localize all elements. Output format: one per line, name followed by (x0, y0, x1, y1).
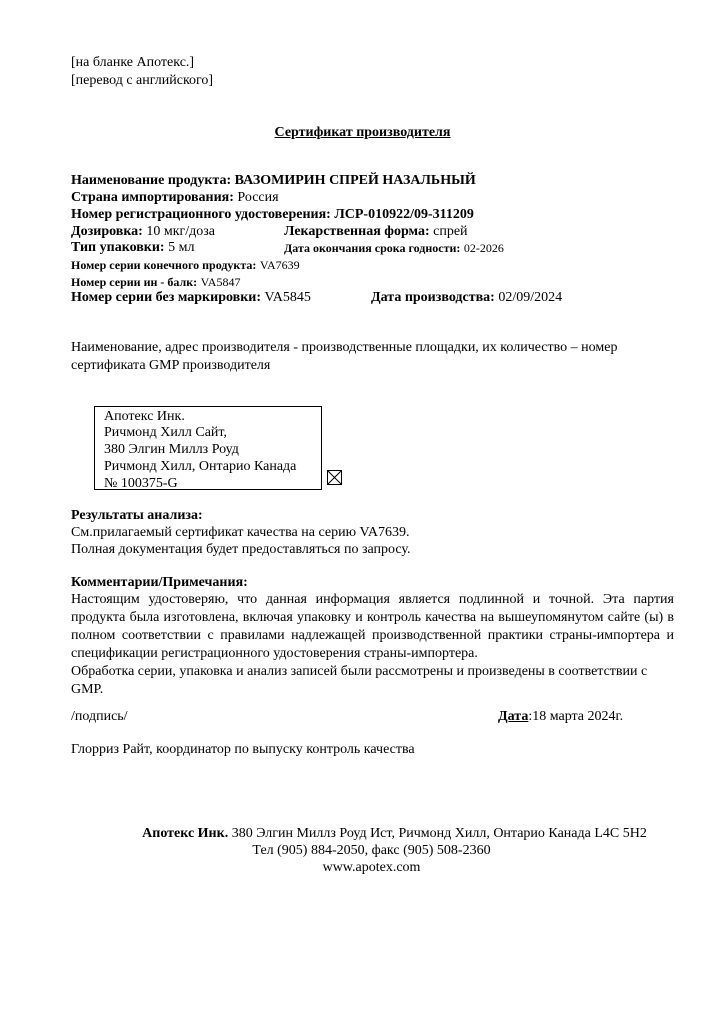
signature-date-value: :18 марта 2024г. (528, 709, 624, 724)
product-name-row (71, 173, 476, 189)
analysis-heading: Результаты анализа: (71, 508, 203, 523)
address-company: Апотекс Инк. (104, 409, 185, 424)
product-name-label: Наименование продукта: (71, 173, 232, 188)
manufacture-date-label: Дата производства: (371, 290, 495, 305)
checked-checkbox (327, 470, 342, 485)
letterhead-note: [на бланке Апотекс.] (71, 55, 195, 70)
manufacturer-note-line2: сертификата GMP производителя (71, 358, 271, 373)
expiry-value: 02-2026 (463, 241, 504, 255)
manufacture-date-row (371, 290, 562, 306)
unmarked-batch-row (71, 290, 311, 306)
bulk-batch-label: Номер серии ин - балк: (71, 275, 198, 289)
unmarked-batch-label: Номер серии без маркировки: (71, 290, 261, 305)
footer-website: www.apotex.com (322, 860, 421, 875)
signature-date (498, 709, 623, 725)
package-row (71, 240, 194, 256)
analysis-line2: Полная документация будет предоставляться по запросу. (71, 542, 411, 557)
registration-row (71, 207, 474, 223)
country-label: Страна импортирования: (71, 190, 234, 205)
page-title: Сертификат производителя (274, 125, 451, 140)
final-batch-value: VA7639 (259, 258, 300, 272)
signature: /подпись/ (71, 709, 128, 724)
registration-value: ЛСР-010922/09-311209 (334, 207, 474, 222)
dosage-form-value: спрей (433, 224, 468, 239)
final-batch-label: Номер серии конечного продукта: (71, 258, 257, 272)
package-label: Тип упаковки: (71, 240, 165, 255)
country-value: Россия (237, 190, 279, 205)
analysis-line1: См.прилагаемый сертификат качества на серию VA7639. (71, 525, 410, 540)
translation-note: [перевод с английского] (71, 73, 214, 88)
cross-mark-icon (328, 471, 341, 484)
footer-company: Апотекс Инк. (142, 826, 229, 841)
bulk-batch-row (71, 274, 240, 291)
final-batch-row (71, 257, 300, 274)
dosage-form-row (284, 224, 468, 240)
dosage-label: Дозировка: (71, 224, 143, 239)
footer-address (0, 826, 725, 842)
address-site: Ричмонд Хилл Сайт, (104, 425, 227, 440)
registration-label: Номер регистрационного удостоверения: (71, 207, 331, 222)
bulk-batch-value: VA5847 (200, 275, 241, 289)
product-name-value: ВАЗОМИРИН СПРЕЙ НАЗАЛЬНЫЙ (234, 173, 476, 188)
comments-paragraph1: Настоящим удостоверяю, что данная информация является подлинной и точной. Эта партия продукта была изготовлена, включая упаковку и контроль качества на вышеупомянутом сайте (ы) в полном соответствии с правилами надлежащей производственной практики страны-импортера и спецификации регистрационного удостоверения страны-импортера. (71, 592, 674, 661)
footer-street: 380 Элгин Миллз Роуд Ист, Ричмонд Хилл, Онтарио Канада L4C 5H2 (228, 826, 647, 841)
country-row (71, 190, 279, 206)
address-city: Ричмонд Хилл, Онтарио Канада (104, 459, 297, 474)
dosage-row (71, 224, 215, 240)
dosage-value: 10 мкг/доза (146, 224, 216, 239)
dosage-form-label: Лекарственная форма: (284, 224, 430, 239)
manufacturer-note-line1: Наименование, адрес производителя - производственные площадки, их количество – номер (71, 340, 618, 355)
package-value: 5 мл (168, 240, 195, 255)
comments-paragraph2: Обработка серии, упаковка и анализ записей были рассмотрены и произведены в соответствии с GMP. (71, 664, 648, 697)
gmp-certificate-number: № 100375-G (104, 476, 178, 491)
signer-name: Глорриз Райт, координатор по выпуску контроль качества (71, 742, 415, 757)
manufacture-date-value: 02/09/2024 (498, 290, 563, 305)
signature-date-label: Дата (498, 709, 529, 724)
address-street: 380 Элгин Миллз Роуд (104, 442, 239, 457)
comments-heading: Комментарии/Примечания: (71, 575, 248, 590)
expiry-label: Дата окончания срока годности: (284, 241, 461, 255)
unmarked-batch-value: VA5845 (264, 290, 311, 305)
expiry-row (284, 240, 504, 257)
footer-phones: Тел (905) 884-2050, факс (905) 508-2360 (252, 843, 491, 858)
